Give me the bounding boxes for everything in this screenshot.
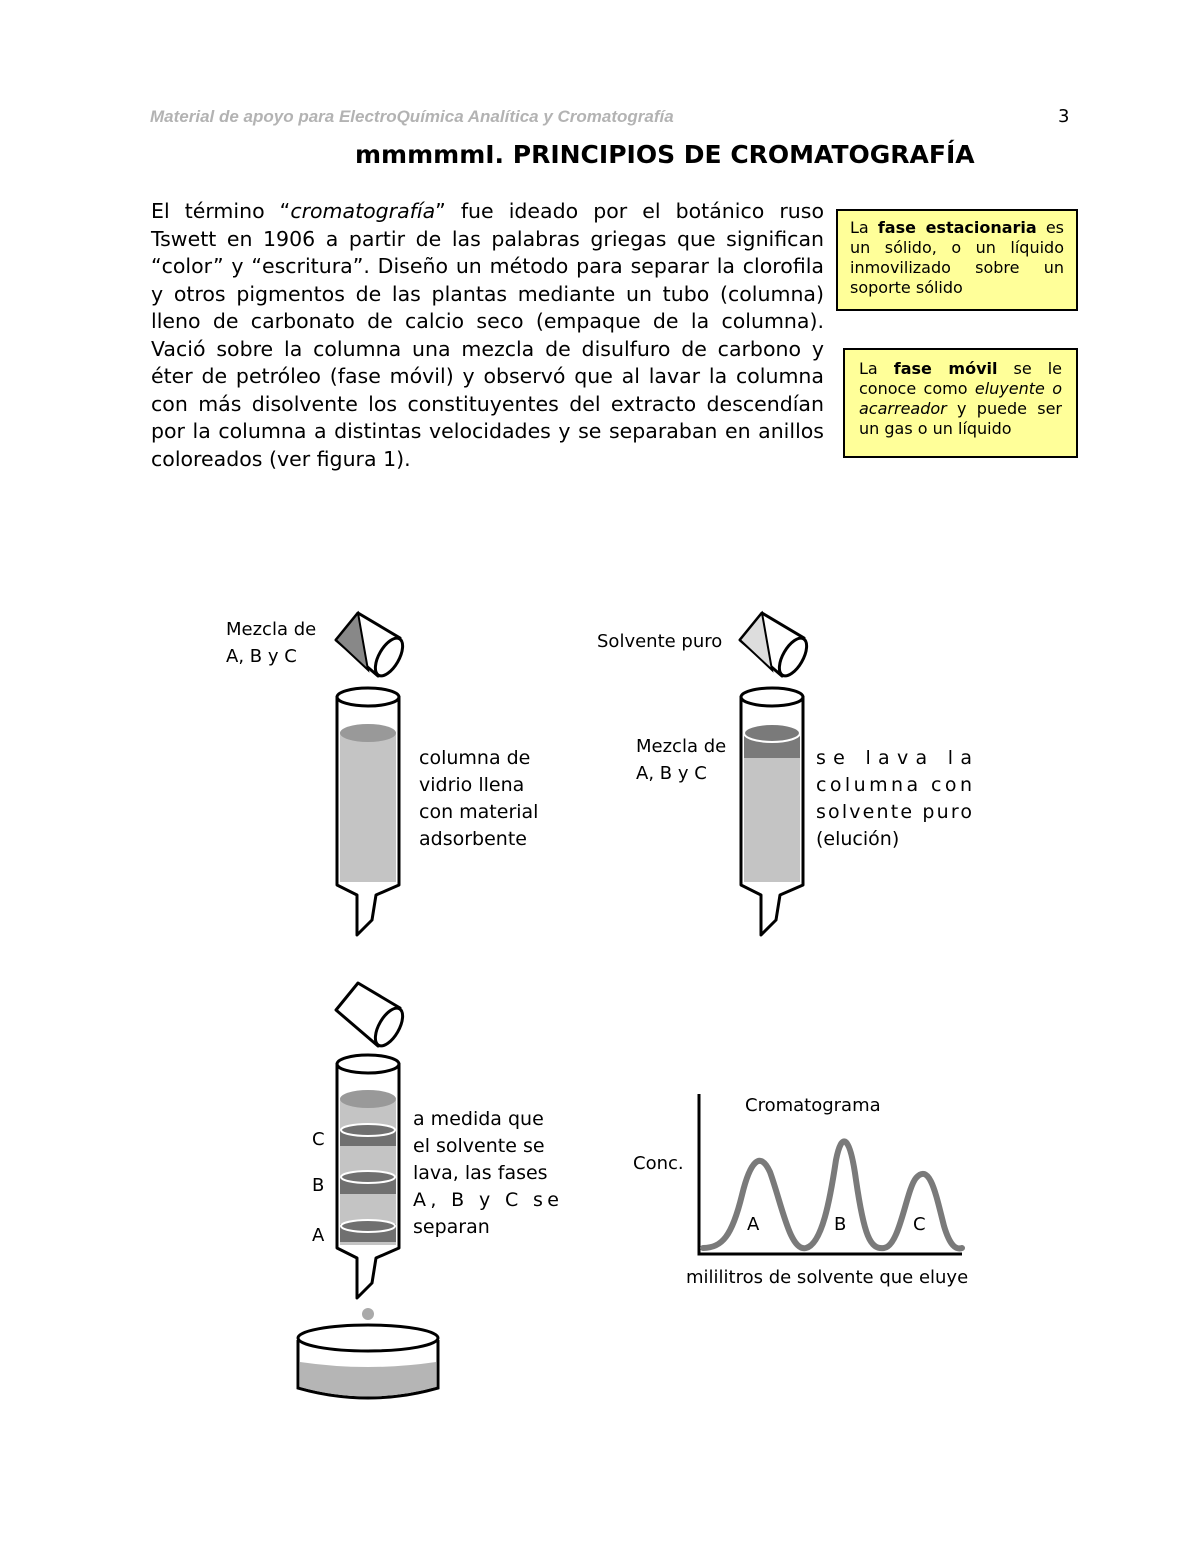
peak-label-c: C [913,1214,926,1235]
note-term: fase móvil [893,359,998,378]
note-prefix: La [859,359,894,378]
peak-label-b: B [834,1214,847,1235]
band-label-c: C [312,1129,325,1150]
collecting-dish-icon [298,1325,438,1398]
panel3-desc-line: el solvente se [413,1135,545,1157]
intro-text-start: El término “ [151,199,291,223]
panel2-desc-line: columna con [816,774,974,796]
panel3-desc-line: lava, las fases [413,1162,548,1184]
note-italic: eluyente o acarreador [859,379,1062,418]
panel2-band-label-1: Mezcla de [636,736,727,757]
panel1-desc-line: adsorbente [419,828,527,850]
panel1-beaker-icon [336,613,408,680]
panel3-description [413,1108,561,1238]
band-label-a: A [312,1225,325,1246]
panel2-desc-line: se lava la [816,747,974,769]
panel2-desc-line: (elución) [816,828,900,850]
panel2-column [740,613,812,935]
panel1-pour-label-2: A, B y C [226,646,297,667]
note-text: y puede ser un gas o un líquido [859,399,1062,438]
panel1-desc-line: con material [419,801,539,823]
panel3-desc-line: a medida que [413,1108,544,1130]
panel2-description [816,747,974,850]
chromatogram-xlabel: mililitros de solvente que eluye [686,1267,969,1288]
panel1-column [336,613,408,935]
chromatogram-ylabel: Conc. [633,1153,684,1174]
chromatogram [633,1094,968,1288]
note-text: se le conoce como [859,359,1062,398]
running-header: Material de apoyo para ElectroQuímica Analítica y Cromatografía [150,107,674,126]
panel2-band-label-2: A, B y C [636,763,707,784]
panel2-desc-line: solvente puro [816,801,974,823]
chromatogram-title: Cromatograma [745,1095,881,1116]
note-text: es un sólido, o un líquido inmovilizado sobre un soporte sólido [850,218,1065,297]
intro-text-rest: ” fue ideado por el botánico ruso Tswett en 1906 a partir de las palabras griegas que significan “color” y “escritura”. Diseño un método para separar la clorofila y otros pigmentos de las plantas mediante un tubo (columna) lleno de carbonato de calcio seco (empaque de la columna). Vació sobre la columna una mezcla de disulfuro de carbono y éter de petróleo (fase móvil) y observó que al lavar la columna con más disolvente los constituyentes del extracto descendían por la columna a distintas velocidades y se separaban en anillos coloreados (ver figura 1). [151,199,824,471]
panel2-pour-label: Solvente puro [597,631,723,652]
intro-term: cromatografía [290,199,436,223]
band-label-b: B [312,1175,325,1196]
panel2-beaker-icon [740,613,812,680]
peak-label-a: A [747,1214,760,1235]
panel3-band-labels [312,1129,325,1246]
panel1-desc-line: vidrio llena [419,774,525,796]
panel3-desc-line: A, B y C se [413,1189,561,1211]
panel1-pour-label-1: Mezcla de [226,619,317,640]
panel1-description [419,747,538,850]
panel1-desc-line: columna de [419,747,531,769]
note-prefix: La [850,218,878,237]
note-term: fase estacionaria [877,218,1037,237]
panel3-beaker-icon [336,983,408,1050]
page-number: 3 [1058,106,1070,127]
chapter-title: mmmmmI. PRINCIPIOS DE CROMATOGRAFÍA [355,140,975,169]
panel3-desc-line: separan [413,1216,490,1238]
